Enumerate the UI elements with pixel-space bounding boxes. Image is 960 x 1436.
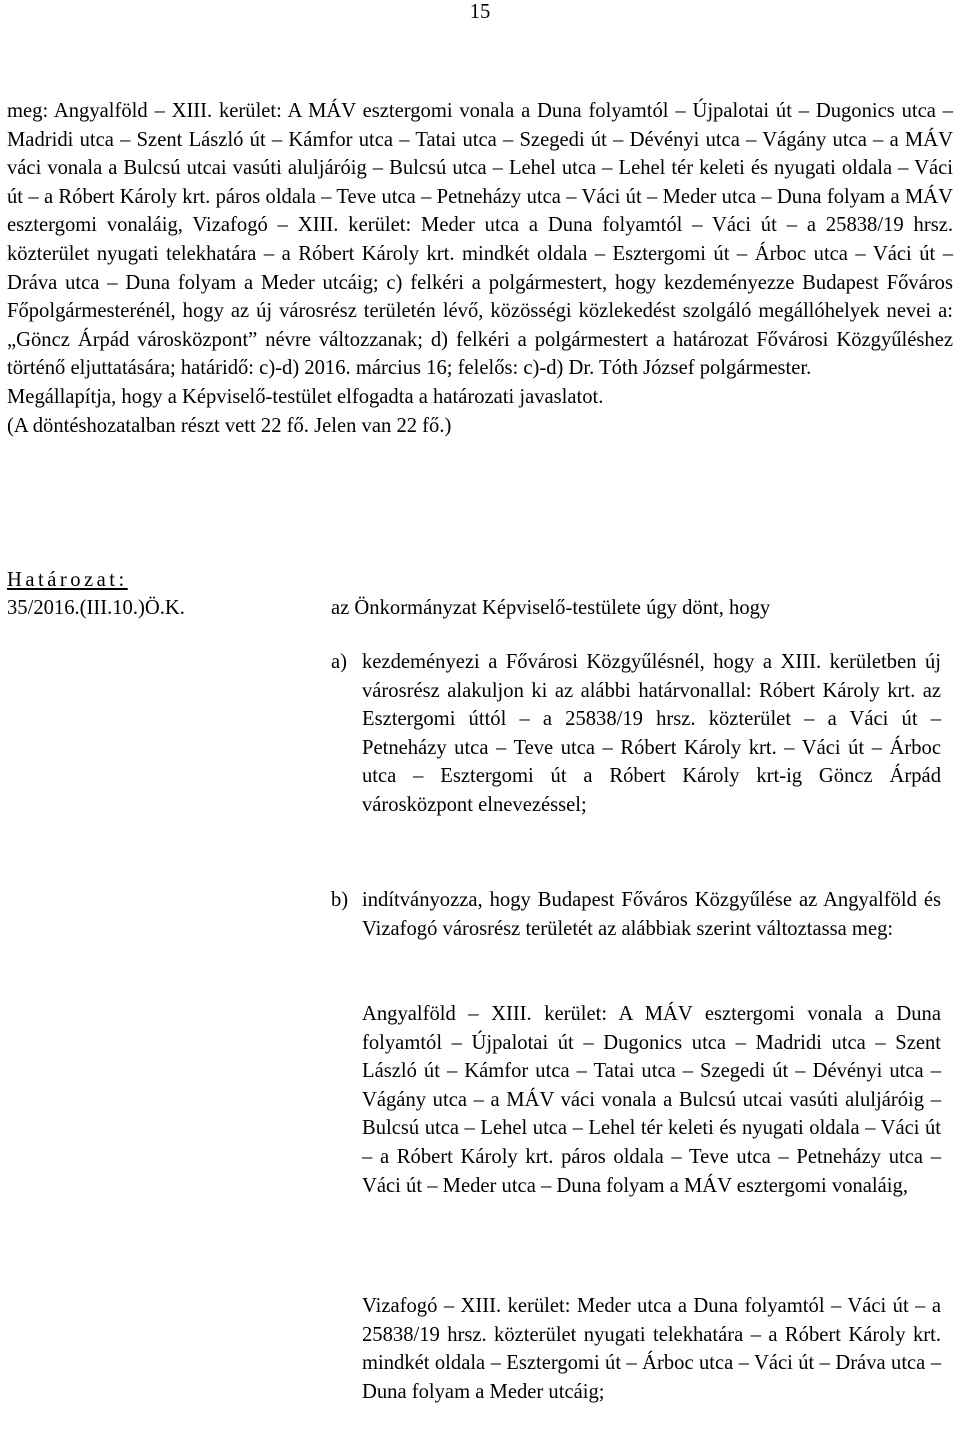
attendance-note: (A döntéshozatalban részt vett 22 fő. Jelen van 22 fő.) [7,414,452,437]
item-marker: a) [331,651,347,673]
resolution-heading: Határozat: [7,569,128,591]
resolution-item-b [331,886,941,943]
resolution-number: 35/2016.(III.10.)Ö.K. [7,597,185,619]
main-text-block [7,97,953,440]
adoption-statement: Megállapítja, hogy a Képviselő-testület elfogadta a határozati javaslatot. [7,385,604,408]
item-text: kezdeményezi a Fővárosi Közgyűlésnél, hogy a XIII. kerületben új városrész alakuljon ki az alábbi határvonallal: Róbert Károly krt. az Esztergomi úttól – a 25838/19 hrsz. közterület – a Váci út – Petneházy utca – Teve utca – Róbert Károly krt. – Váci út – Árboc utca – Esztergomi út a Róbert Károly krt-ig Göncz Árpád városközpont elnevezéssel; [362,651,941,816]
area-vizafogo: Vizafogó – XIII. kerület: Meder utca a Duna folyamtól – Váci út – a 25838/19 hrsz. közterület nyugati telekhatára – a Róbert Károly krt. mindkét oldala – Esztergomi út – Árboc utca – Váci út – Dráva utca – Duna folyam a Meder utcáig; [362,1295,941,1403]
page-number: 15 [469,1,491,23]
area-angyalfold: Angyalföld – XIII. kerület: A MÁV esztergomi vonala a Duna folyamtól – Újpalotai út – Dugonics utca – Madridi utca – Szent László út – Kámfor utca – Tatai utca – Szegedi út – Dévényi utca – Vágány utca – a MÁV váci vonala a Bulcsú utcai vasúti aluljáróig – Bulcsú utca – Lehel utca – Lehel tér keleti és nyugati oldala – Váci út – a Róbert Károly krt. páros oldala – Teve utca – Petneházy utca – Váci út – Meder utca – Duna folyam a MÁV esztergomi vonaláig, [362,1003,941,1197]
resolution-intro: az Önkormányzat Képviselő-testülete úgy dönt, hogy [331,597,771,619]
item-marker: b) [331,889,349,911]
resolution-item-a [331,648,941,820]
continuation-paragraph: meg: Angyalföld – XIII. kerület: A MÁV esztergomi vonala a Duna folyamtól – Újpalotai út – Dugonics utca – Madridi utca – Szent László út – Kámfor utca – Tatai utca – Szegedi út – Dévényi utca – Vágány utca – a MÁV váci vonala a Bulcsú utcai vasúti aluljáróig – Bulcsú utca – Lehel utca – Lehel tér keleti és nyugati oldala – Váci út – a Róbert Károly krt. páros oldala – Teve utca – Petneházy utca – Váci út – Meder utca – Duna folyam a MÁV esztergomi vonaláig, Vizafogó – XIII. kerület: Meder utca a Duna folyamtól – Váci út – a 25838/19 hrsz. közterület nyugati telekhatára – a Róbert Károly krt. mindkét oldala – Esztergomi út – Árboc utca – Váci út – Dráva utca – Duna folyam a Meder utcáig; c) felkéri a polgármestert, hogy kezdeményezze Budapest Főváros Főpolgármesterénél, hogy az új városrész területén lévő, közösségi közlekedést szolgáló megállóhelyek nevei a: „Göncz Árpád városközpont” névre változzanak; d) felkéri a polgármestert a határozat Fővárosi Közgyűléshez történő eljuttatására; határidő: c)-d) 2016. március 16; felelős: c)-d) Dr. Tóth József polgármester. [7,100,953,380]
item-text: indítványozza, hogy Budapest Főváros Közgyűlése az Angyalföld és Vizafogó városrész területét az alábbiak szerint változtassa meg: [362,889,941,940]
